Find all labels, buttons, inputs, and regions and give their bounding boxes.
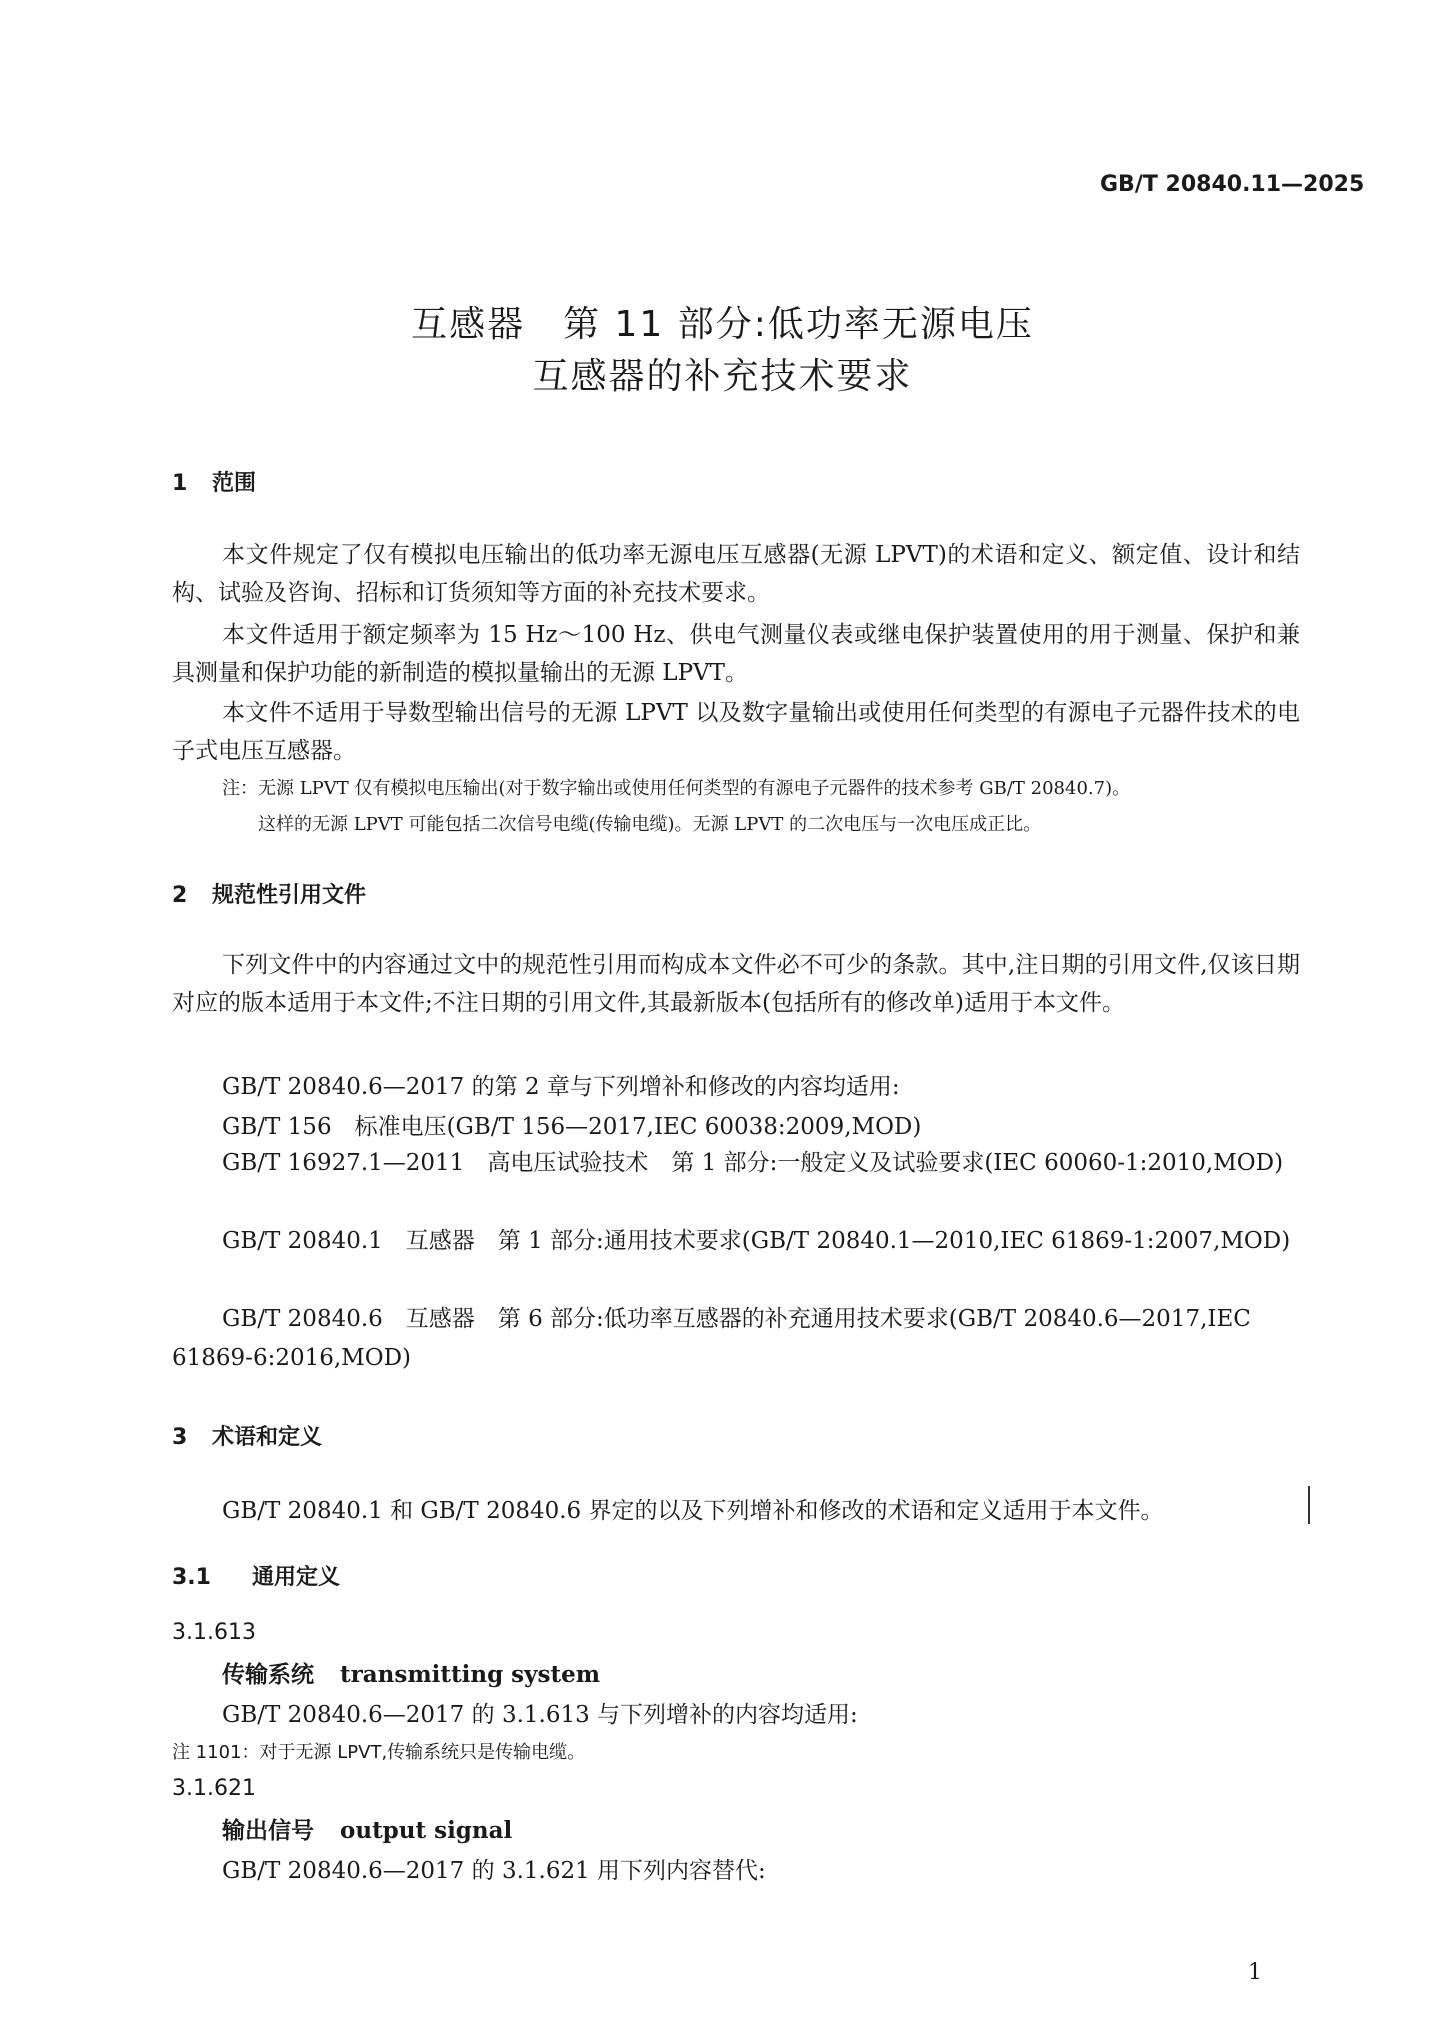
normative-ref-2: GB/T 156 标准电压(GB/T 156—2017,IEC 60038:2009,MOD) (222, 1114, 922, 1140)
section-title: 术语和定义 (212, 1425, 323, 1450)
normative-ref-3: GB/T 16927.1—2011 高电压试验技术 第 1 部分:一般定义及试验要求(IEC 60060-1:2010,MOD) (222, 1150, 1284, 1176)
normative-ref-5: GB/T 20840.6 互感器 第 6 部分:低功率互感器的补充通用技术要求(GB/T 20840.6—2017,IEC 61869-6:2016,MOD) (172, 1306, 1251, 1371)
scope-note-line-2: 这样的无源 LPVT 可能包括二次信号电缆(传输电缆)。无源 LPVT 的二次电压与一次电压成正比。 (258, 814, 1042, 835)
scope-paragraph-2: 本文件适用于额定频率为 15 Hz～100 Hz、供电气测量仪表或继电保护装置使用的用于测量、保护和兼具测量和保护功能的新制造的模拟量输出的无源 LPVT。 (172, 622, 1300, 686)
normative-intro: 下列文件中的内容通过文中的规范性引用而构成本文件必不可少的条款。其中,注日期的引用文件,仅该日期对应的版本适用于本文件;不注日期的引用文件,其最新版本(包括所有的修改单)适用于本文件。 (172, 952, 1300, 1016)
revision-change-bar (1308, 1486, 1310, 1524)
term-name (222, 1656, 600, 1689)
section-number: 1 (172, 471, 188, 496)
term-name-en: output signal (340, 1817, 513, 1844)
section-heading-normative-references (172, 878, 366, 909)
section-number: 2 (172, 883, 188, 908)
term-number: 3.1.613 (172, 1620, 256, 1645)
section-heading-scope (172, 466, 256, 497)
page-number: 1 (1248, 1960, 1262, 1985)
term-text: GB/T 20840.6—2017 的 3.1.621 用下列内容替代: (222, 1858, 766, 1884)
section-title: 规范性引用文件 (212, 883, 367, 908)
subsection-number: 3.1 (172, 1565, 211, 1590)
subsection-title: 通用定义 (252, 1565, 341, 1590)
scope-paragraph-3: 本文件不适用于导数型输出信号的无源 LPVT 以及数字量输出或使用任何类型的有源电子元器件技术的电子式电压互感器。 (172, 700, 1300, 764)
document-title-line-1: 互感器 第 11 部分:低功率无源电压 (411, 304, 1034, 345)
scope-paragraph-1: 本文件规定了仅有模拟电压输出的低功率无源电压互感器(无源 LPVT)的术语和定义、额定值、设计和结构、试验及咨询、招标和订货须知等方面的补充技术要求。 (172, 542, 1300, 606)
normative-ref-4: GB/T 20840.1 互感器 第 1 部分:通用技术要求(GB/T 20840.1—2010,IEC 61869-1:2007,MOD) (222, 1228, 1291, 1254)
section-heading-terms (172, 1420, 322, 1451)
terms-intro: GB/T 20840.1 和 GB/T 20840.6 界定的以及下列增补和修改的术语和定义适用于本文件。 (222, 1498, 1164, 1524)
term-text: GB/T 20840.6—2017 的 3.1.613 与下列增补的内容均适用: (222, 1702, 858, 1728)
term-name-en: transmitting system (340, 1661, 601, 1688)
term-note: 注 1101：对于无源 LPVT,传输系统只是传输电缆。 (172, 1742, 586, 1763)
standard-code: GB/T 20840.11—2025 (1100, 172, 1365, 197)
document-title-line-2: 互感器的补充技术要求 (532, 356, 913, 397)
term-name-zh: 输出信号 (222, 1817, 314, 1844)
section-number: 3 (172, 1425, 188, 1450)
scope-note-line-1: 注：无源 LPVT 仅有模拟电压输出(对于数字输出或使用任何类型的有源电子元器件的技术参考 GB/T 20840.7)。 (222, 778, 1131, 799)
subsection-heading-general-definitions (172, 1560, 340, 1591)
term-name-zh: 传输系统 (222, 1661, 314, 1688)
section-title: 范围 (212, 471, 257, 496)
normative-ref-1: GB/T 20840.6—2017 的第 2 章与下列增补和修改的内容均适用: (222, 1074, 900, 1100)
term-name (222, 1812, 512, 1845)
term-number: 3.1.621 (172, 1776, 256, 1801)
